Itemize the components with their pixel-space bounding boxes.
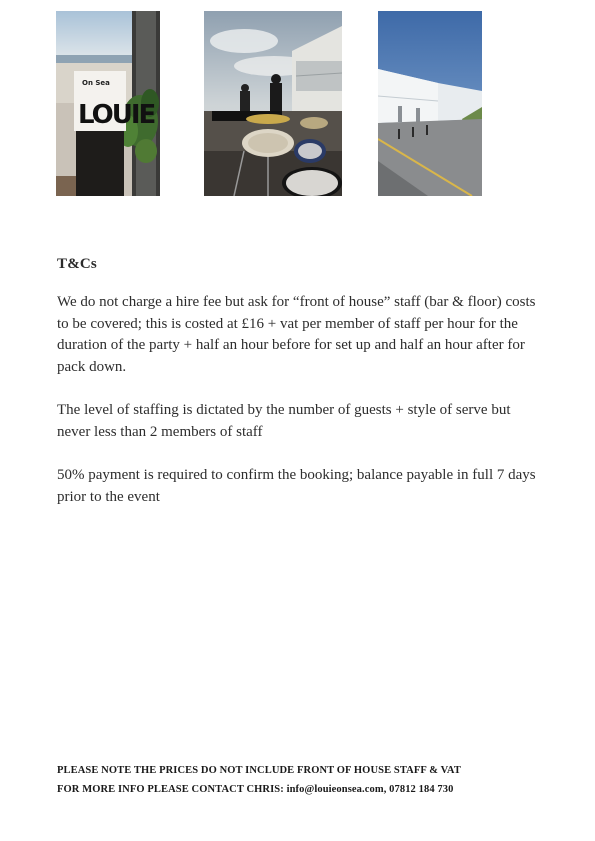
price-note: PLEASE NOTE THE PRICES DO NOT INCLUDE FRONT OF HOUSE STAFF & VAT (57, 765, 461, 776)
drum-kit-photo (204, 11, 342, 196)
cafe-window-photo (56, 11, 160, 196)
sign-small-text: On Sea (82, 79, 110, 87)
drum-kit-image (204, 11, 342, 196)
sign-logo-text: LOUIE (78, 100, 155, 130)
cafe-window-image (56, 11, 160, 196)
contact-info: FOR MORE INFO PLEASE CONTACT CHRIS: info@louieonsea.com, 07812 184 730 (57, 784, 454, 795)
terms-paragraph-staffing-level: The level of staffing is dictated by the number of guests + style of serve but never less than 2 members of staff (57, 402, 511, 440)
seafront-building-photo (378, 11, 482, 196)
terms-heading: T&Cs (57, 256, 97, 272)
terms-paragraph-payment: 50% payment is required to confirm the booking; balance payable in full 7 days prior to the event (57, 467, 536, 505)
seafront-building-image (378, 11, 482, 196)
terms-paragraph-staff-costs: We do not charge a hire fee but ask for “front of house” staff (bar & floor) costs to be covered; this is costed at £16 + vat per member of staff per hour for the duration of the party + half an hour before for set up and half an hour after for pack down. (57, 294, 536, 375)
